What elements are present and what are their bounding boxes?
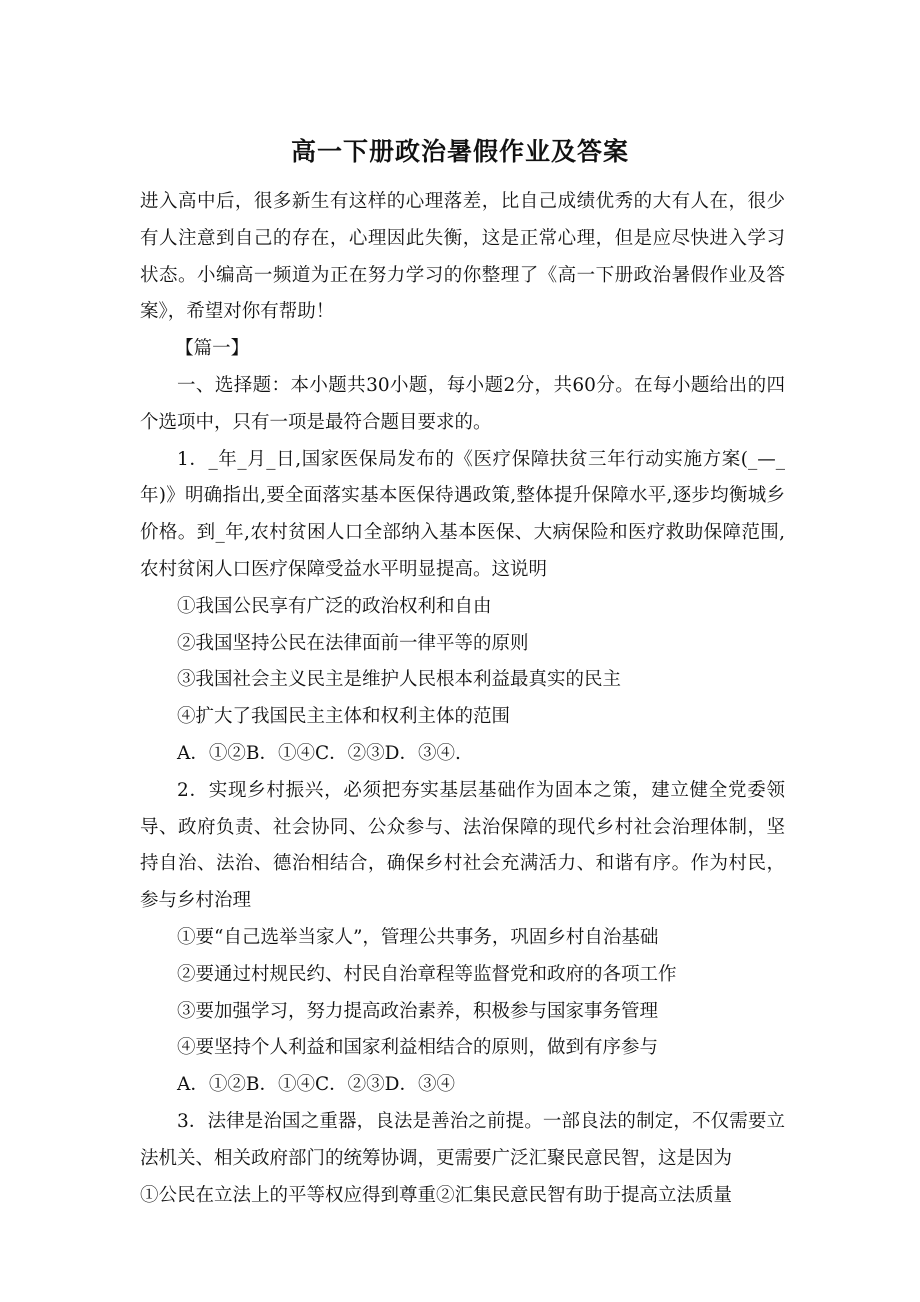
question-1-stem: 1．_年_月_日,国家医保局发布的《医疗保障扶贫三年行动实施方案(_—_年)》明确指出,要全面落实基本医保待遇政策,整体提升保障水平,逐步均衡城乡价格。到_年,农村贫困人口全部纳入基本医保、大病保险和医疗救助保障范围,农村贫闲人口医疗保障受益水平明显提高。这说明 [140, 448, 785, 580]
question-2-option-2: ②要通过村规民约、村民自治章程等监督党和政府的各项工作 [177, 963, 677, 985]
question-2-option-4: ④要坚持个人利益和国家利益相结合的原则，做到有序参与 [177, 1037, 659, 1059]
question-2-option-1: ①要“自己选举当家人”，管理公共事务，巩固乡村自治基础 [177, 926, 659, 948]
question-3-stem: 3．法律是治国之重器，良法是善治之前提。一部良法的制定，不仅需要立法机关、相关政府部门的统筹协调，更需要广泛汇聚民意民智，这是因为 [140, 1110, 785, 1169]
question-2-stem: 2．实现乡村振兴，必须把夯实基层基础作为固本之策，建立健全党委领导、政府负责、社会协同、公众参与、法治保障的现代乡村社会治理体制，坚持自治、法治、德治相结合，确保乡村社会充满活力、和谐有序。作为村民，参与乡村治理 [140, 779, 785, 912]
question-1-option-2: ②我国坚持公民在法律面前一律平等的原则 [177, 632, 529, 654]
intro-paragraph: 进入高中后，很多新生有这样的心理落差，比自己成绩优秀的大有人在，很少有人注意到自己的存在，心理因此失衡，这是正常心理，但是应尽快进入学习状态。小编高一频道为正在努力学习的你整理了《高一下册政治暑假作业及答案》，希望对你有帮助！ [140, 191, 785, 323]
question-2-choices: A．①②B．①④C．②③D．③④ [177, 1074, 455, 1096]
question-2-option-3: ③要加强学习，努力提高政治素养，积极参与国家事务管理 [177, 1000, 659, 1022]
question-3-option-1: ①公民在立法上的平等权应得到尊重②汇集民意民智有助于提高立法质量 [140, 1184, 733, 1206]
instructions-paragraph: 一、选择题：本小题共30小题，每小题2分，共60分。在每小题给出的四个选项中，只有一项是最符合题目要求的。 [140, 374, 785, 433]
question-1-option-1: ①我国公民享有广泛的政治权利和自由 [177, 595, 492, 617]
question-1-option-4: ④扩大了我国民主主体和权利主体的范围 [177, 706, 511, 728]
section-label: 【篇一】 [175, 338, 250, 360]
document-body [140, 184, 785, 1214]
question-1-choices: A．①②B．①④C．②③D．③④. [177, 742, 461, 764]
document-title: 高一下册政治暑假作业及答案 [290, 137, 629, 166]
question-1-option-3: ③我国社会主义民主是维护人民根本利益最真实的民主 [177, 669, 622, 691]
